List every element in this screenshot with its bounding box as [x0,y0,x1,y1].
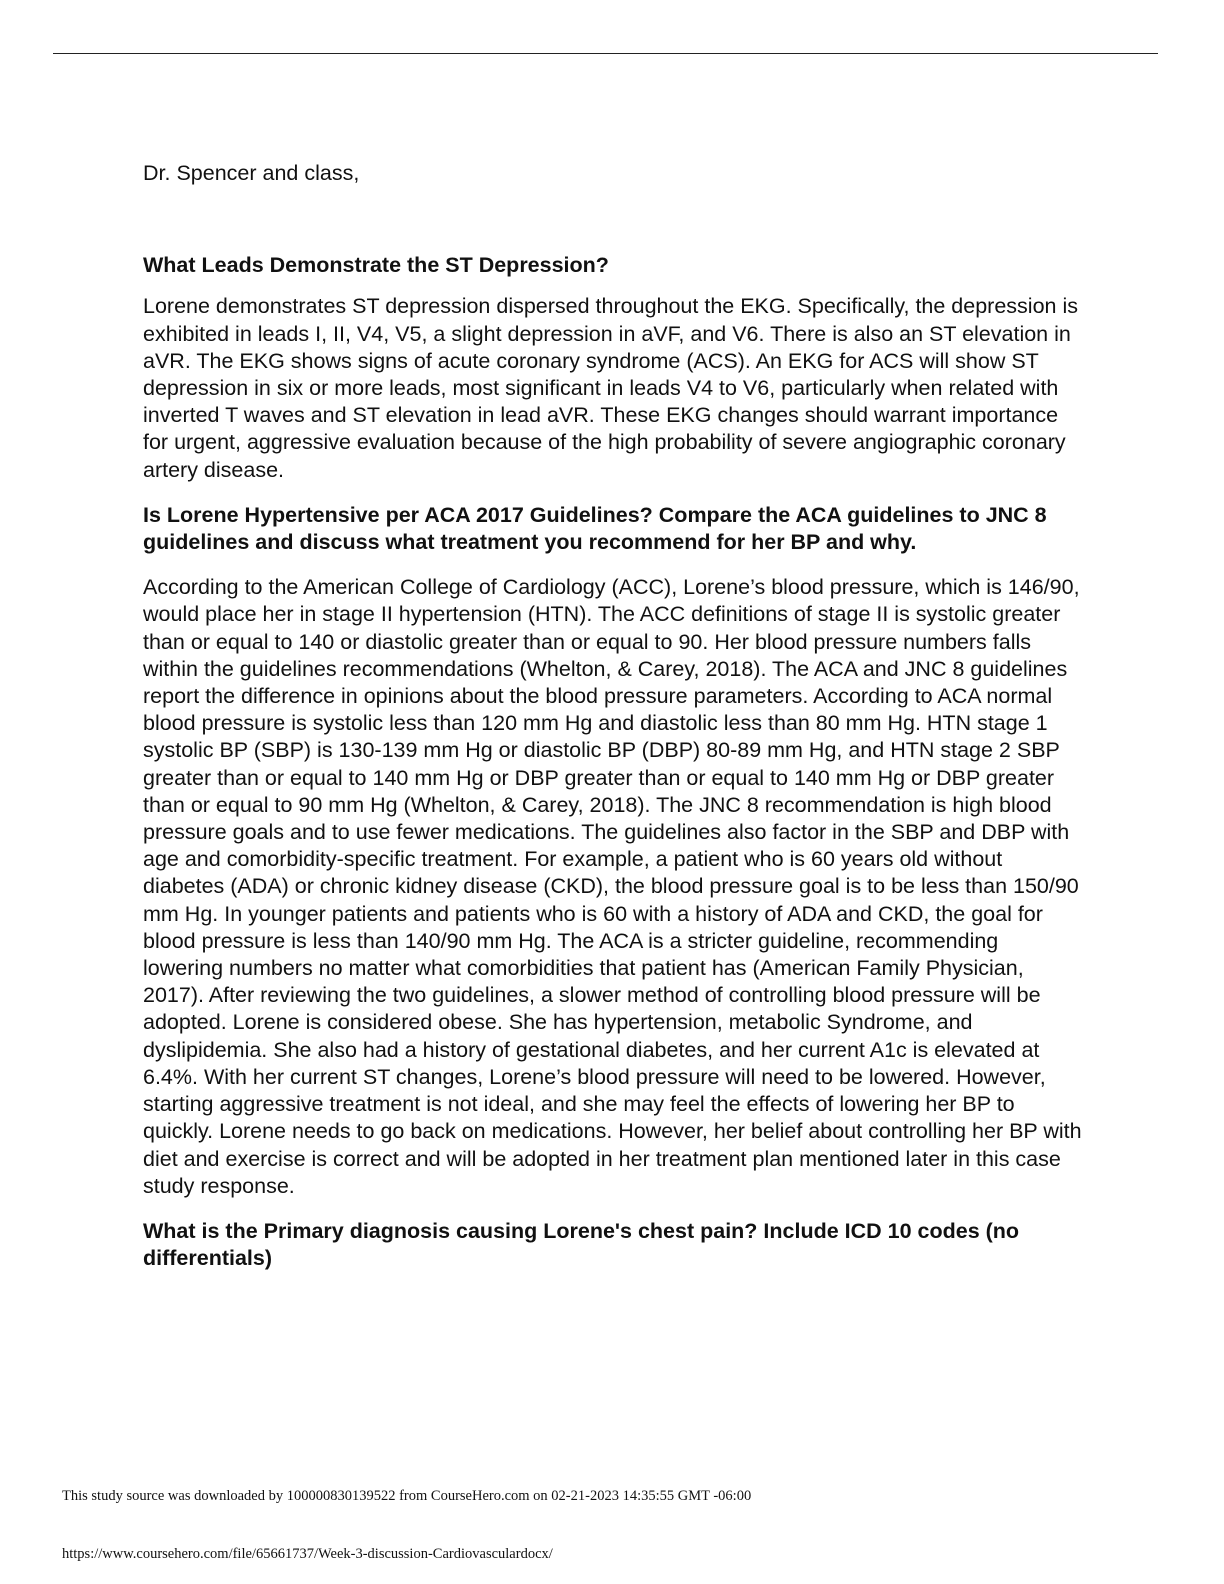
salutation: Dr. Spencer and class, [143,161,360,185]
section-body-hypertension: According to the American College of Cardiology (ACC), Lorene’s blood pressure, which is 146/90, would place her in stage II hypertension (HTN). The ACC definitions of stage II is systolic greater than or equal to 140 or diastolic greater than or equal to 90. Her blood pressure numbers falls within the guidelines recommendations (Whelton, & Carey, 2018). The ACA and JNC 8 guidelines report the difference in opinions about the blood pressure parameters. According to ACA normal blood pressure is systolic less than 120 mm Hg and diastolic less than 80 mm Hg. HTN stage 1 systolic BP (SBP) is 130-139 mm Hg or diastolic BP (DBP) 80-89 mm Hg, and HTN stage 2 SBP greater than or equal to 140 mm Hg or DBP greater than or equal to 140 mm Hg or DBP greater than or equal to 90 mm Hg (Whelton, & Carey, 2018). The JNC 8 recommendation is high blood pressure goals and to use fewer medications. The guidelines also factor in the SBP and DBP with age and comorbidity-specific treatment. For example, a patient who is 60 years old without diabetes (ADA) or chronic kidney disease (CKD), the blood pressure goal is to be less than 150/90 mm Hg. In younger patients and patients who is 60 with a history of ADA and CKD, the goal for blood pressure is less than 140/90 mm Hg. The ACA is a stricter guideline, recommending lowering numbers no matter what comorbidities that patient has (American Family Physician, 2017). After reviewing the two guidelines, a slower method of controlling blood pressure will be adopted. Lorene is considered obese. She has hypertension, metabolic Syndrome, and dyslipidemia. She also had a history of gestational diabetes, and her current A1c is elevated at 6.4%. With her current ST changes, Lorene’s blood pressure will need to be lowered. However, starting aggressive treatment is not ideal, and she may feel the effects of lowering her BP to quickly. Lorene needs to go back on medications. However, her belief about controlling her BP with diet and exercise is correct and will be adopted in her treatment plan mentioned later in this case study response. [143,575,1082,1198]
section-body-st-depression: Lorene demonstrates ST depression dispersed throughout the EKG. Specifically, the depression is exhibited in leads I, II, V4, V5, a slight depression in aVF, and V6. There is also an ST elevation in aVR. The EKG shows signs of acute coronary syndrome (ACS). An EKG for ACS will show ST depression in six or more leads, most significant in leads V4 to V6, particularly when related with inverted T waves and ST elevation in lead aVR. These EKG changes should warrant importance for urgent, aggressive evaluation because of the high probability of severe angiographic coronary artery disease. [143,294,1078,482]
section-heading-hypertension: Is Lorene Hypertensive per ACA 2017 Guidelines? Compare the ACA guidelines to JNC 8 guidelines and discuss what treatment you recommend for her BP and why. [143,502,1047,555]
header-rule [53,53,1158,54]
section-heading-primary-diagnosis: What is the Primary diagnosis causing Lorene's chest pain? Include ICD 10 codes (no differentials) [143,1218,1020,1271]
section-heading-st-depression: What Leads Demonstrate the ST Depression? [143,253,609,278]
download-source-notice: This study source was downloaded by 100000830139522 from CourseHero.com on 02-21-2023 14:35:55 GMT -06:00 [62,1488,752,1504]
document-body [143,160,1083,1272]
source-url-link[interactable]: https://www.coursehero.com/file/65661737/Week-3-discussion-Cardiovasculardocx/ [62,1546,553,1562]
